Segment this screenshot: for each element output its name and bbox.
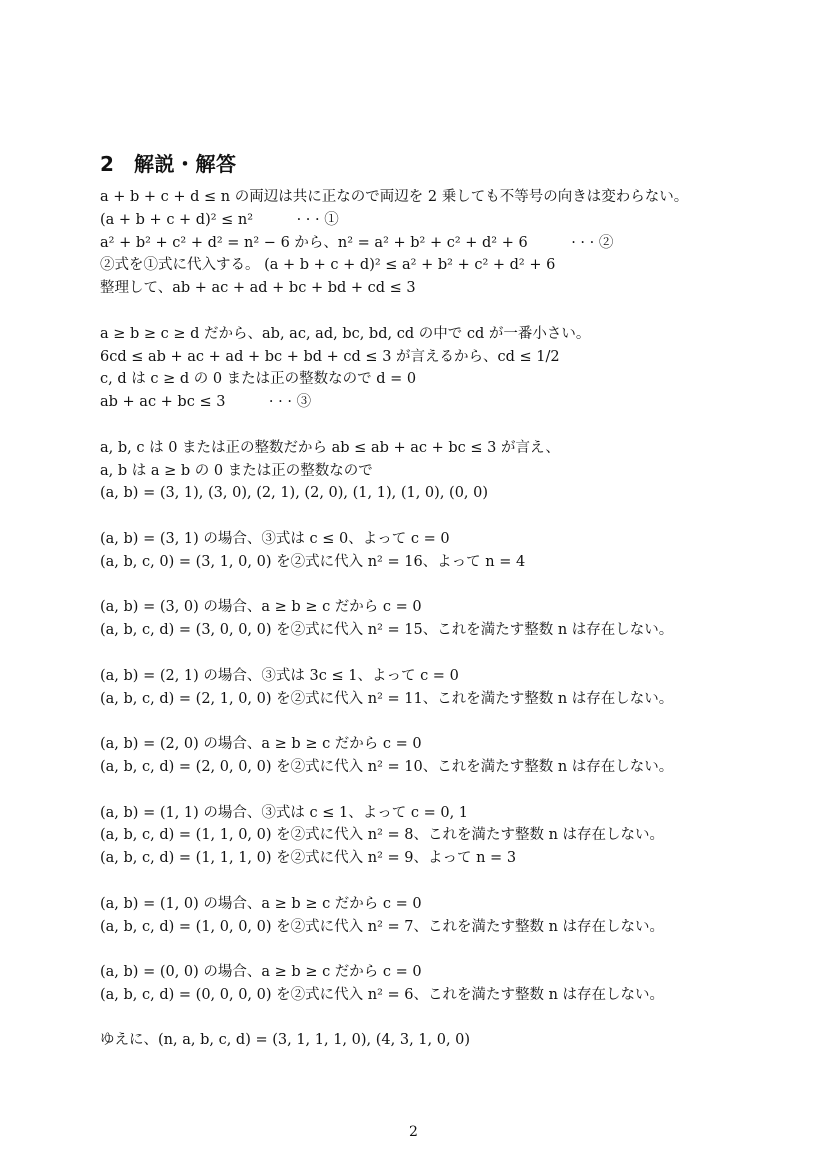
text-line: ゆえに、(n, a, b, c, d) = (3, 1, 1, 1, 0), (4, 3, 1, 0, 0) [100, 1032, 471, 1049]
text-line: (a, b) = (3, 1) の場合、③式は c ≤ 0、よって c = 0 [100, 530, 450, 547]
text-line: ab + ac + bc ≤ 3 · · · ③ [100, 394, 312, 411]
text-line: (a, b) = (2, 1) の場合、③式は 3c ≤ 1、よって c = 0 [100, 667, 459, 684]
text-line: (a, b, c, d) = (2, 1, 0, 0) を②式に代入 n² = 11、これを満たす整数 n は存在しない。 [100, 690, 674, 707]
text-line: (a, b) = (0, 0) の場合、a ≥ b ≥ c だから c = 0 [100, 964, 422, 981]
text-line: a + b + c + d ≤ n の両辺は共に正なので両辺を 2 乗しても不等号の向きは変わらない。 [100, 189, 689, 205]
text-line: (a, b, c, d) = (3, 0, 0, 0) を②式に代入 n² = 15、これを満たす整数 n は存在しない。 [100, 622, 674, 639]
text-line: a ≥ b ≥ c ≥ d だから、ab, ac, ad, bc, bd, cd の中で cd が一番小さい。 [100, 325, 591, 342]
text-line: c, d は c ≥ d の 0 または正の整数なので d = 0 [100, 371, 417, 388]
text-line: a, b, c は 0 または正の整数だから ab ≤ ab + ac + bc ≤ 3 が言え、 [100, 439, 560, 456]
blank-line [100, 779, 740, 802]
text-line: ②式を①式に代入する。 (a + b + c + d)² ≤ a² + b² + c² + d² + 6 [100, 257, 556, 274]
blank-line [100, 710, 740, 733]
text-line: (a, b) = (2, 0) の場合、a ≥ b ≥ c だから c = 0 [100, 736, 422, 753]
text-line: (a, b) = (1, 1) の場合、③式は c ≤ 1、よって c = 0, 1 [100, 804, 469, 821]
page-number: 2 [409, 1124, 418, 1140]
text-line: a² + b² + c² + d² = n² − 6 から、n² = a² + b² + c² + d² + 6 · · · ② [100, 234, 614, 251]
blank-line [100, 414, 740, 437]
text-line: (a, b) = (3, 0) の場合、a ≥ b ≥ c だから c = 0 [100, 599, 422, 616]
text-line: 6cd ≤ ab + ac + ad + bc + bd + cd ≤ 3 が言えるから、cd ≤ 1/2 [100, 348, 560, 365]
blank-line [100, 505, 740, 528]
blank-line [100, 642, 740, 665]
text-line: (a + b + c + d)² ≤ n² · · · ① [100, 211, 339, 228]
text-line: (a, b) = (3, 1), (3, 0), (2, 1), (2, 0), (1, 1), (1, 0), (0, 0) [100, 485, 489, 502]
section-title: 解説・解答 [134, 152, 237, 176]
blank-line [100, 1007, 740, 1030]
solution-body [100, 186, 740, 1052]
blank-line [100, 870, 740, 893]
text-line: a, b は a ≥ b の 0 または正の整数なので [100, 462, 373, 479]
blank-line [100, 574, 740, 597]
text-line: (a, b, c, 0) = (3, 1, 0, 0) を②式に代入 n² = 16、よって n = 4 [100, 553, 526, 570]
section-number: 2 [100, 152, 115, 176]
text-line: 整理して、ab + ac + ad + bc + bd + cd ≤ 3 [100, 280, 416, 297]
blank-line [100, 938, 740, 961]
blank-line [100, 300, 740, 323]
text-line: (a, b, c, d) = (1, 1, 1, 0) を②式に代入 n² = 9、よって n = 3 [100, 850, 517, 867]
text-line: (a, b, c, d) = (2, 0, 0, 0) を②式に代入 n² = 10、これを満たす整数 n は存在しない。 [100, 758, 674, 775]
text-line: (a, b, c, d) = (0, 0, 0, 0) を②式に代入 n² = 6、これを満たす整数 n は存在しない。 [100, 986, 665, 1003]
text-line: (a, b) = (1, 0) の場合、a ≥ b ≥ c だから c = 0 [100, 895, 422, 912]
text-line: (a, b, c, d) = (1, 0, 0, 0) を②式に代入 n² = 7、これを満たす整数 n は存在しない。 [100, 918, 665, 935]
section-heading [100, 148, 237, 177]
text-line: (a, b, c, d) = (1, 1, 0, 0) を②式に代入 n² = 8、これを満たす整数 n は存在しない。 [100, 827, 665, 844]
